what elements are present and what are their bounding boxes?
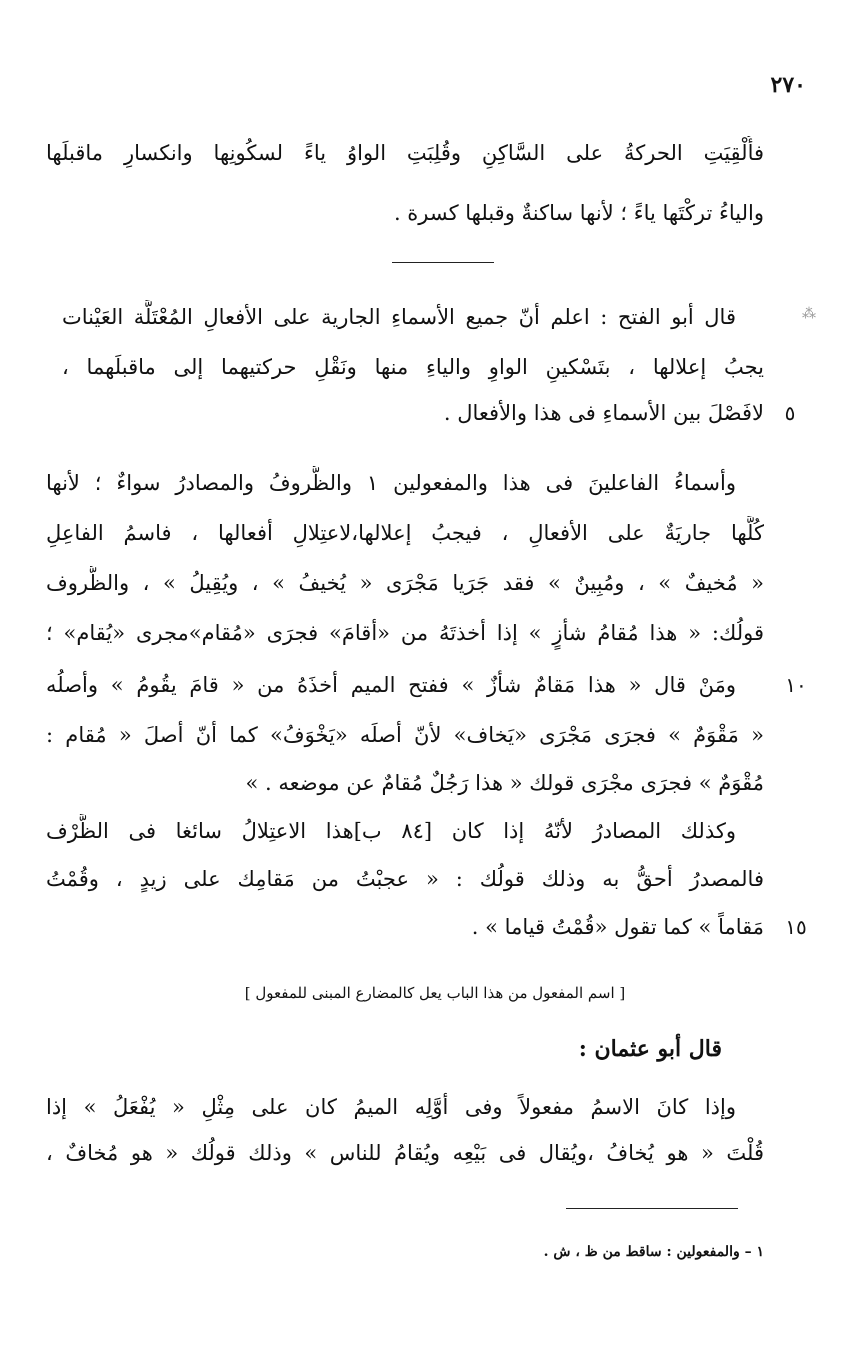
text-line: قال أبو الفتح : اعلم أنّ جميع الأسماءِ الجارية على الأفعالِ المُعْتَلَّة العَيْنات xyxy=(62,305,736,329)
speaker-heading: قال أبو عثمان : xyxy=(578,1036,722,1062)
text-line: يجبُ إعلالها ، بتَسْكينِ الواوِ والياءِ منها ونَقْلِ حركتيهما إلى ماقبلَهما ، xyxy=(62,355,764,379)
text-line: كُلَّها جاريَةٌ على الأفعالِ ، فيجبُ إعلالها،لاعتِلالِ أفعالها ، فاسمُ الفاعِلِ xyxy=(46,521,764,545)
text-line: مُقْوَمٌ » فجرَى مجْرَى قولك « هذا رَجُلٌ مُقامٌ عن موضعه . » xyxy=(245,771,764,795)
section-divider xyxy=(392,262,494,263)
line-number-10: ١٠ xyxy=(785,673,807,697)
text-line: فالمصدرُ أحقُّ به وذلك قولُك : « عجبْتُ من مَقامِك على زيدٍ ، وقُمْتُ xyxy=(46,867,764,891)
line-number-5: ٥ xyxy=(784,401,796,425)
page-number: ٢٧٠ xyxy=(770,72,806,98)
text-line: ومَنْ قال « هذا مَقامٌ شأزٌ » ففتح الميم أخذَهُ من « قامَ يقُومُ » وأصلُه xyxy=(46,673,736,697)
footnote: ١ – والمفعولين : ساقط من ظ ، ش . xyxy=(543,1244,764,1260)
text-line: وأسماءُ الفاعلينَ فى هذا والمفعولين ١ والظُّروفُ والمصادرُ سواءٌ ؛ لأنها xyxy=(46,471,736,495)
text-line: وكذلك المصادرُ لأنّهُ إذا كان [٨٤ ب]هذا الاعتِلالُ سائغا فى الظَّرْف xyxy=(46,819,736,843)
text-line: مَقاماً » كما تقول «قُمْتُ قياما » . xyxy=(471,915,764,939)
text-line: والياءُ تركْتَها ياءً ؛ لأنها ساكنةٌ وقبلها كسرة . xyxy=(393,201,764,225)
text-line: قولُك: « هذا مُقامُ شأزٍ » إذا أخذتَهُ من «أقامَ» فجرَى «مُقام»مجرى «يُقام» ؛ xyxy=(46,621,764,645)
text-line: فأُلْقِيَتِ الحركةُ على السَّاكِنِ وقُلِبَتِ الواوُ ياءً لسكُونِها وانكسارِ ماقبلَها xyxy=(46,141,764,165)
text-line: قُلْتَ « هو يُخافُ ،ويُقال فى بَيْعِه ويُقامُ للناس » وذلك قولُك « هو مُخافٌ ، xyxy=(46,1141,764,1165)
margin-mark: ⁂ xyxy=(802,306,816,322)
text-line: لافَصْلَ بين الأسماءِ فى هذا والأفعال . xyxy=(443,401,764,425)
text-line: « مَقْوَمٌ » فجرَى مَجْرَى «يَخاف» لأنّ أصلَه «يَخْوَفُ» كما أنّ أصلَ « مُقام : xyxy=(46,723,764,747)
text-line: وإذا كانَ الاسمُ مفعولاً وفى أوَّلِه الميمُ كان على مِثْلِ « يُفْعَلُ » إذا xyxy=(46,1095,736,1119)
text-line: « مُخيفٌ » ، ومُبِينٌ » فقد جَرَيا مَجْرَى « يُخيفُ » ، ويُقِيلُ » ، والظُّروف xyxy=(46,571,764,595)
footnote-divider xyxy=(566,1208,738,1209)
section-heading-bracketed: [ اسم المفعول من هذا الباب يعل كالمضارع المبنى للمفعول ] xyxy=(244,984,626,1002)
line-number-15: ١٥ xyxy=(785,915,807,939)
